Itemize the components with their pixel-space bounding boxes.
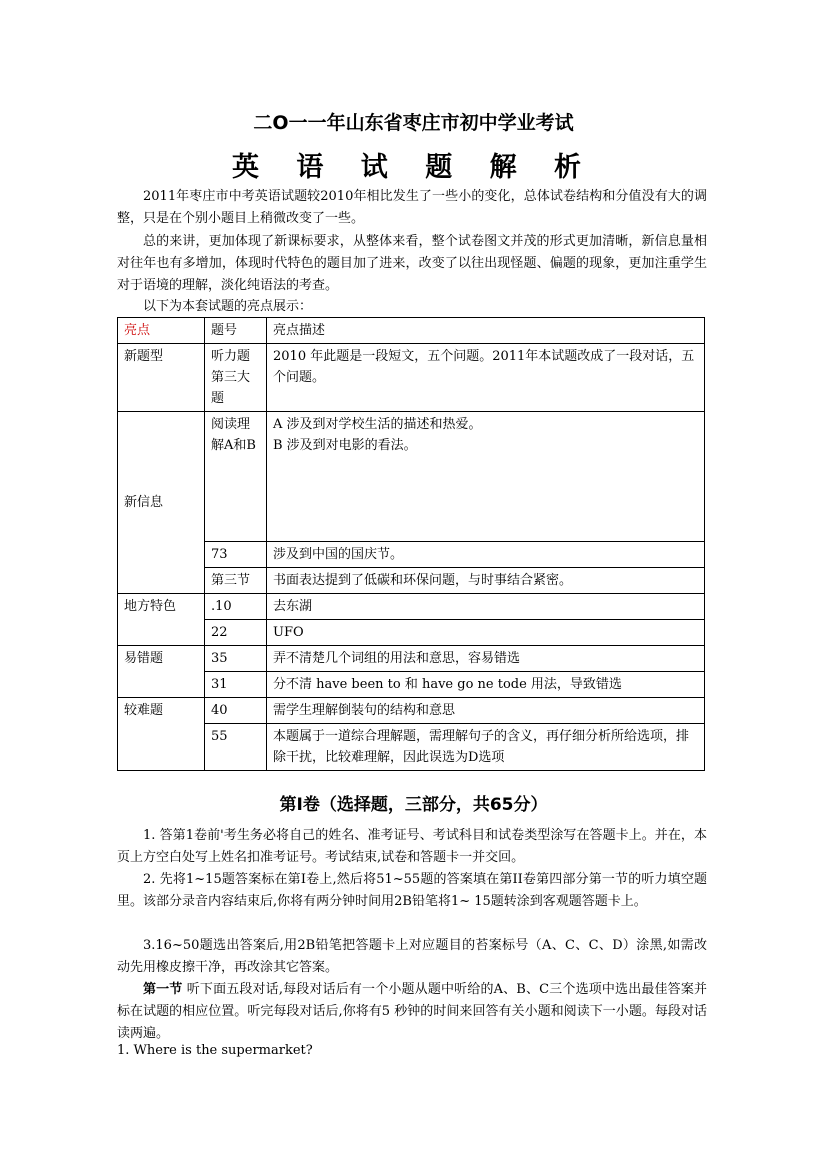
header-cell-description: 亮点描述 bbox=[267, 318, 705, 344]
table-row bbox=[118, 594, 705, 620]
description-cell: UFO bbox=[267, 620, 705, 646]
number-cell: 35 bbox=[205, 646, 267, 672]
table-row bbox=[118, 620, 705, 646]
number-cell: 31 bbox=[205, 672, 267, 698]
part-one-text: 听下面五段对话,每段对话后有一个小题从题中听给的A、B、C三个选项中选出最佳答案并标在试题的相应位置。听完每段对话后,你将有5 秒钟的时间来回答有关小题和阅读下一小题。每段对话读两遍。 bbox=[117, 982, 707, 1041]
description-cell: 本题属于一道综合理解题，需理解句子的含义，再仔细分析所给选项，排除干扰，比较难理解，因此误选为D选项 bbox=[267, 724, 705, 771]
description-line: A 涉及到对学校生活的描述和热爱。 bbox=[273, 417, 482, 432]
highlights-table bbox=[117, 317, 705, 771]
description-cell: 弄不清楚几个词组的用法和意思，容易错选 bbox=[267, 646, 705, 672]
number-cell: .10 bbox=[205, 594, 267, 620]
instruction-1: 1. 答第1卷前'考生务必将自己的姓名、准考证号、考试科目和试卷类型涂写在答题卡上。并在，本页上方空白处写上姓名扣准考证号。考试结束,试卷和答题卡一并交回。 bbox=[117, 828, 707, 865]
section-title: 第I卷（选择题，三部分，共65分） bbox=[279, 795, 548, 815]
number-cell: 阅读理解A和B bbox=[205, 412, 267, 542]
intro-paragraph-3: 以下为本套试题的亮点展示： bbox=[143, 299, 313, 314]
instruction-3: 3.16~50题选出答案后,用2B铅笔把答题卡上对应题目的苔案标号（A、C、C、D）涂黑,如需改动先用橡皮擦干净，再改涂其它答案。 bbox=[117, 938, 707, 975]
table-row bbox=[118, 412, 705, 542]
header-cell-highlight: 亮点 bbox=[118, 318, 205, 344]
number-cell: 40 bbox=[205, 698, 267, 724]
table-row bbox=[118, 724, 705, 771]
question-1: 1. Where is the supermarket? bbox=[117, 1043, 313, 1058]
number-cell: 第三节 bbox=[205, 568, 267, 594]
category-cell: 新题型 bbox=[118, 344, 205, 412]
document-title: 二O一一年山东省枣庄市初中学业考试 bbox=[253, 112, 574, 134]
part-one-label: 第一节 bbox=[143, 982, 183, 997]
number-cell: 22 bbox=[205, 620, 267, 646]
description-line: B 涉及到对电影的看法。 bbox=[273, 438, 417, 453]
table-row bbox=[118, 542, 705, 568]
number-cell: 听力题第三大题 bbox=[205, 344, 267, 412]
number-cell: 73 bbox=[205, 542, 267, 568]
description-cell: 2010 年此题是一段短文，五个问题。2011年本试题改成了一段对话，五个问题。 bbox=[267, 344, 705, 412]
table-row bbox=[118, 568, 705, 594]
description-cell bbox=[267, 412, 705, 542]
intro-paragraph-1: 2011年枣庄市中考英语试题较2010年相比发生了一些小的变化，总体试卷结构和分值没有大的调整，只是在个别小题目上稍微改变了一些。 bbox=[117, 189, 707, 226]
description-cell: 去东湖 bbox=[267, 594, 705, 620]
table-row bbox=[118, 698, 705, 724]
category-cell: 新信息 bbox=[118, 412, 205, 594]
table-row bbox=[118, 344, 705, 412]
description-cell: 涉及到中国的国庆节。 bbox=[267, 542, 705, 568]
number-cell: 55 bbox=[205, 724, 267, 771]
part-one-instructions bbox=[117, 979, 707, 1045]
document-subtitle: 英 语 试 题 解 析 bbox=[232, 152, 595, 183]
instruction-2: 2. 先将1~15题答案标在第I卷上,然后将51~55题的答案填在第II卷第四部分第一节的听力填空题里。该部分录音内容结束后,你将有两分钟时间用2B铅笔将1~ 15题转涂到客观题答题卡上。 bbox=[117, 872, 707, 909]
category-cell: 较难题 bbox=[118, 698, 205, 771]
header-cell-number: 题号 bbox=[205, 318, 267, 344]
description-cell: 分不清 have been to 和 have go ne tode 用法，导致错选 bbox=[267, 672, 705, 698]
description-cell: 书面表达提到了低碳和环保问题，与时事结合紧密。 bbox=[267, 568, 705, 594]
category-cell: 易错题 bbox=[118, 646, 205, 698]
description-cell: 需学生理解倒装句的结构和意思 bbox=[267, 698, 705, 724]
intro-paragraph-2: 总的来讲，更加体现了新课标要求，从整体来看，整个试卷图文并茂的形式更加清晰，新信息量相对往年也有多增加，体现时代特色的题目加了进来，改变了以往出现怪题、偏题的现象，更加注重学生对于语境的理解，淡化纯语法的考查。 bbox=[117, 234, 707, 293]
category-cell: 地方特色 bbox=[118, 594, 205, 646]
table-row bbox=[118, 672, 705, 698]
table-header-row bbox=[118, 318, 705, 344]
table-row bbox=[118, 646, 705, 672]
